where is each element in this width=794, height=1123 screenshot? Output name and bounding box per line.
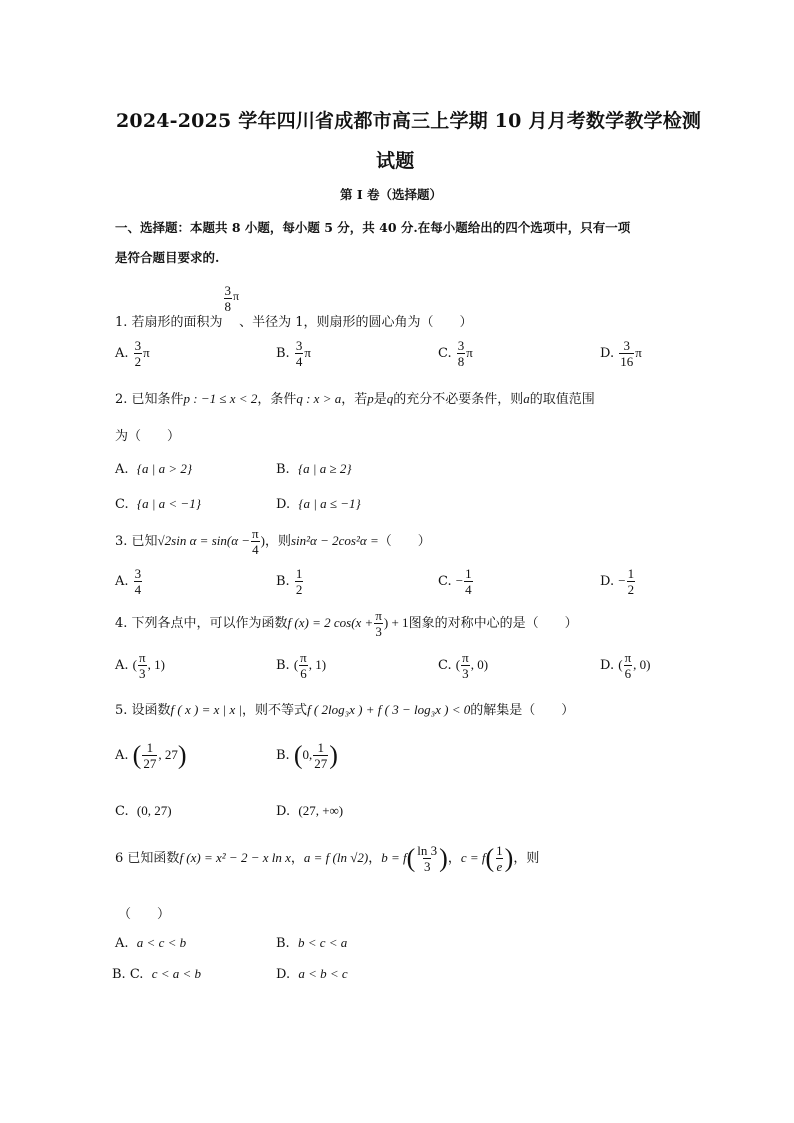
q1-stem-suffix: 、半径为 1，则扇形的圆心角为（ ） xyxy=(239,315,473,330)
q1-option-c: C. $\frac{3}{8}$ π xyxy=(438,338,473,369)
part-heading: 第 I 卷（选择题） xyxy=(340,187,443,202)
q2-option-d: D. {a | a ≤ −1} xyxy=(276,496,361,512)
q4-option-a: A. ( $\frac{\pi}{3}$ , 1) xyxy=(115,650,165,681)
page-title-line2: 试题 xyxy=(376,150,415,172)
q6-stem-line2: （ ） xyxy=(118,907,171,922)
q1-option-a: A. $\frac{3}{2}$ π xyxy=(115,338,150,369)
q6-option-d: D. a < b < c xyxy=(276,966,348,982)
q4-option-c: C. ( $\frac{\pi}{3}$ , 0) xyxy=(438,650,489,681)
question-6: 6 已知函数f (x) = x² − 2 − x ln x，a = f (ln √2)，b = f( $\frac{\ln 3}{3}$ )，c = f( $\frac{1}{e}$ )，则 xyxy=(115,843,540,874)
section-instructions-line1: 一、选择题：本题共 8 小题，每小题 5 分，共 40 分.在每小题给出的四个选项中，只有一项 xyxy=(115,220,631,235)
q2-option-c: C. {a | a < −1} xyxy=(115,496,201,512)
q6-option-b: B. b < c < a xyxy=(276,935,348,951)
q1-area-fraction: $\frac{3}{8}$ xyxy=(224,283,232,314)
q6-option-c: B. C. c < a < b xyxy=(112,966,202,982)
q1-area-pi: π xyxy=(233,289,240,303)
q1-stem-prefix: 1. 若扇形的面积为 xyxy=(115,315,223,330)
q1-option-b: B. $\frac{3}{4}$ π xyxy=(276,338,311,369)
q5-option-b: B. (0, $\frac{1}{27}$ ) xyxy=(276,740,338,771)
q3-option-d: D. − $\frac{1}{2}$ xyxy=(600,566,635,597)
question-3: 3. 已知√2sin α = sin(α − $\frac{\pi}{4}$ )，则sin²α − 2cos²α =（ ） xyxy=(115,526,431,557)
question-4: 4. 下列各点中，可以作为函数f (x) = 2 cos(x + $\frac{\pi}{3}$ ) + 1图象的对称中心的是（ ） xyxy=(115,608,578,639)
page-title-line1: 2024-2025 学年四川省成都市高三上学期 10 月月考数学教学检测 xyxy=(116,110,702,132)
q2-stem-line2: 为（ ） xyxy=(115,429,181,444)
q6-option-a: A. a < c < b xyxy=(115,935,187,951)
question-1 xyxy=(115,283,473,330)
section-instructions-line2: 是符合题目要求的. xyxy=(115,250,220,265)
q3-option-c: C. − $\frac{1}{4}$ xyxy=(438,566,472,597)
q5-option-a: A. ( $\frac{1}{27}$ , 27) xyxy=(115,740,187,771)
q5-option-d: D. (27, +∞) xyxy=(276,803,344,819)
question-2: 2. 已知条件p : −1 ≤ x < 2，条件q : x > a，若p是q的充分不必要条件，则a的取值范围 xyxy=(115,391,595,407)
q5-option-c: C. (0, 27) xyxy=(115,803,172,819)
q2-option-b: B. {a | a ≥ 2} xyxy=(276,461,352,477)
q3-option-a: A. $\frac{3}{4}$ xyxy=(115,566,142,597)
q4-option-d: D. ( $\frac{\pi}{6}$ , 0) xyxy=(600,650,651,681)
q1-option-d: D. $\frac{3}{16}$ π xyxy=(600,338,642,369)
q2-option-a: A. {a | a > 2} xyxy=(115,461,193,477)
q3-option-b: B. $\frac{1}{2}$ xyxy=(276,566,303,597)
question-5: 5. 设函数f ( x ) = x | x |，则不等式f ( 2log₃x ) + f ( 3 − log₃x ) < 0的解集是（ ） xyxy=(115,702,575,718)
q4-option-b: B. ( $\frac{\pi}{6}$ , 1) xyxy=(276,650,327,681)
